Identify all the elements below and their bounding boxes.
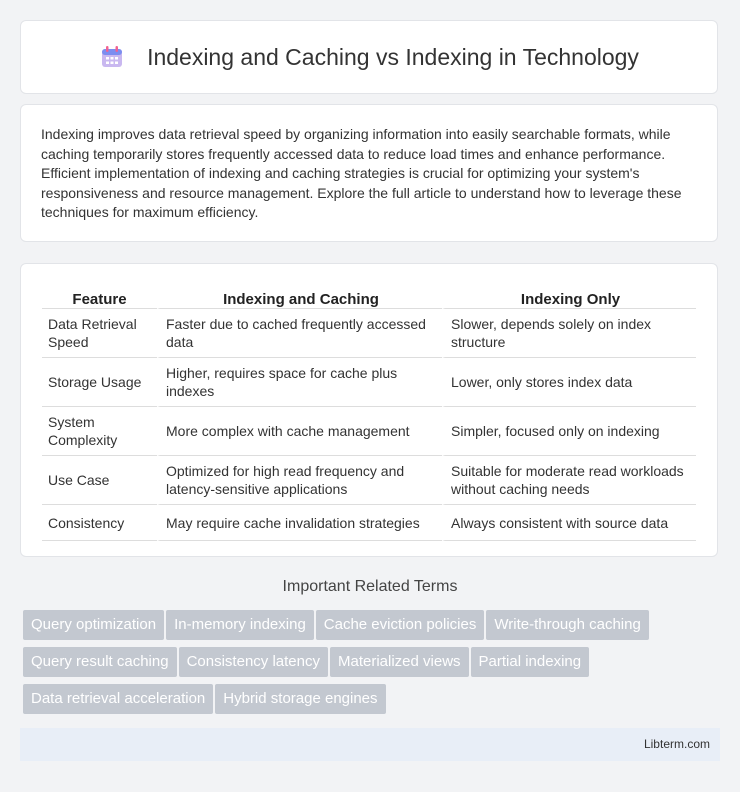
table-row	[42, 358, 696, 407]
related-term-tag[interactable]: Write-through caching	[486, 610, 648, 640]
table-cell: Data Retrieval Speed	[42, 309, 157, 358]
table-cell: May require cache invalidation strategies	[157, 505, 442, 541]
related-terms-list	[23, 610, 723, 721]
table-row	[42, 456, 696, 505]
table-cell: Use Case	[42, 456, 157, 505]
related-term-tag[interactable]: In-memory indexing	[166, 610, 314, 640]
title-card	[20, 20, 718, 94]
related-term-tag[interactable]: Hybrid storage engines	[215, 684, 385, 714]
table-cell: Always consistent with source data	[442, 505, 696, 541]
table-cell: System Complexity	[42, 407, 157, 456]
page-title: Indexing and Caching vs Indexing in Technology	[147, 43, 639, 70]
table-cell: Higher, requires space for cache plus indexes	[157, 358, 442, 407]
table-cell: Lower, only stores index data	[442, 358, 696, 407]
table-cell: Consistency	[42, 505, 157, 541]
intro-card	[20, 104, 718, 242]
table-row	[42, 309, 696, 358]
related-term-tag[interactable]: Materialized views	[330, 647, 469, 677]
related-term-tag[interactable]: Partial indexing	[471, 647, 590, 677]
comparison-card	[20, 263, 718, 557]
related-term-tag[interactable]: Data retrieval acceleration	[23, 684, 213, 714]
table-cell: Slower, depends solely on index structure	[442, 309, 696, 358]
footer-site-link[interactable]: Libterm.com	[643, 737, 710, 751]
column-header-feature: Feature	[42, 284, 157, 309]
table-header-row	[42, 284, 696, 309]
table-cell: Storage Usage	[42, 358, 157, 407]
table-row	[42, 407, 696, 456]
related-term-tag[interactable]: Query optimization	[23, 610, 164, 640]
calendar-icon	[99, 44, 125, 70]
related-term-tag[interactable]: Cache eviction policies	[316, 610, 485, 640]
table-cell: Optimized for high read frequency and latency-sensitive applications	[157, 456, 442, 505]
related-terms-heading: Important Related Terms	[282, 578, 458, 595]
related-term-tag[interactable]: Query result caching	[23, 647, 177, 677]
table-cell: Faster due to cached frequently accessed data	[157, 309, 442, 358]
intro-paragraph: Indexing improves data retrieval speed by organizing information into easily searchable formats, while caching temporarily stores frequently accessed data to reduce load times and enhance performance. Efficient implementation of indexing and caching strategies is crucial for optimizing your system's responsiveness and resource management. Explore the full article to understand how to leverage these techniques for maximum efficiency.	[41, 126, 682, 220]
column-header-indexing-only: Indexing Only	[442, 284, 696, 309]
table-cell: Suitable for moderate read workloads without caching needs	[442, 456, 696, 505]
column-header-indexing-and-caching: Indexing and Caching	[157, 284, 442, 309]
table-cell: More complex with cache management	[157, 407, 442, 456]
table-cell: Simpler, focused only on indexing	[442, 407, 696, 456]
table-row	[42, 505, 696, 541]
related-term-tag[interactable]: Consistency latency	[179, 647, 328, 677]
footer	[20, 728, 720, 761]
comparison-table	[42, 284, 696, 541]
